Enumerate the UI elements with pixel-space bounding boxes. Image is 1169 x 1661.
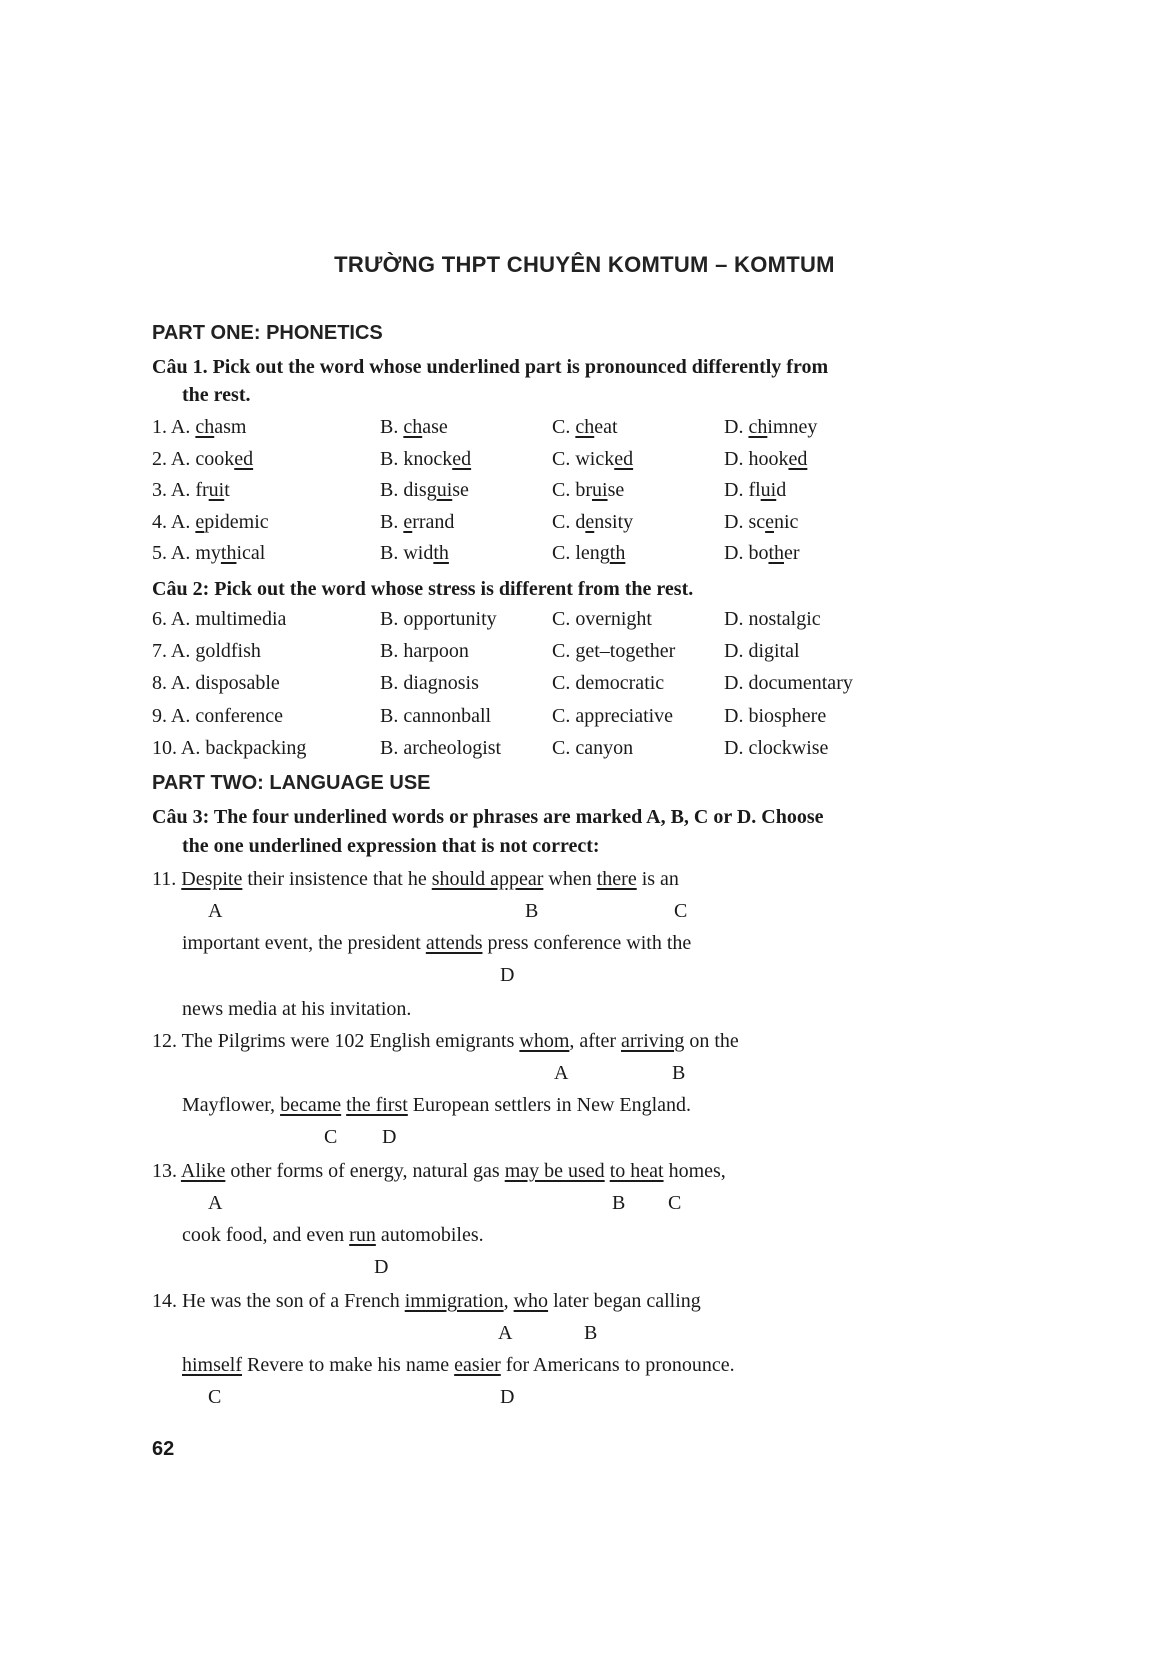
sentence-text: The Pilgrims were 102 English emigrants [181,1030,520,1052]
option-a: 4. A. epidemic [152,510,269,533]
underlined-option-d: easier [454,1354,501,1376]
option-a: 6. A. multimedia [152,608,287,630]
underlined-option-a: Alike [180,1160,226,1182]
sentence-text: cook food, and even [182,1224,350,1246]
underlined-part: ed [614,447,634,470]
sentence-11-line2 [182,932,691,955]
option-b: B. archeologist [380,736,502,759]
question-3-instruction-line2: the one underlined expression that is not correct: [182,835,600,857]
underlined-option-d: run [349,1224,376,1246]
sentence-text: for Americans to pronounce. [500,1354,735,1376]
underlined-part: ui [436,479,453,501]
option-letter-d: D [382,1126,397,1148]
sentence-text: Mayflower, [182,1094,281,1116]
option-b: B. cannonball [380,704,492,727]
underlined-option-c: became [280,1094,342,1116]
underlined-option-c: himself [182,1354,242,1376]
option-d: D. digital [724,640,800,663]
option-a: 3. A. fruit [152,479,230,501]
sentence-text: their insistence that he [242,868,432,890]
phonetics-row [0,511,1169,539]
option-d: D. hooked [724,447,808,470]
phonetics-row [0,448,1169,476]
underlined-part: ch [575,416,595,438]
option-a: 10. A. backpacking [152,736,307,759]
underlined-option-c: there [596,868,637,890]
underlined-part: e [195,510,205,533]
option-letter-d: D [500,1386,515,1408]
option-c: C. length [552,542,626,564]
stress-row [0,705,1169,733]
sentence-14-line2 [182,1354,735,1377]
sentence-text: other forms of energy, natural gas [225,1160,505,1182]
sentence-text: when [543,868,597,890]
option-letter-b: B [525,900,539,922]
underlined-part: th [433,542,449,564]
option-b: B. width [380,542,449,564]
part-two-heading: PART TWO: LANGUAGE USE [152,772,431,794]
school-title: TRƯỜNG THPT CHUYÊN KOMTUM – KOMTUM [334,252,835,277]
sentence-12-line1 [152,1030,739,1053]
option-letter-b: B [584,1322,598,1344]
underlined-part: e [585,510,595,533]
option-b: B. chase [380,416,448,438]
option-c: C. density [552,510,634,533]
sentence-11-line3: news media at his invitation. [182,998,412,1020]
underlined-part: ch [748,416,768,438]
option-letter-a: A [498,1322,513,1344]
underlined-option-d: attends [425,932,483,954]
option-b: B. opportunity [380,608,497,630]
option-letter-d: D [374,1256,389,1278]
underlined-part: th [609,542,626,564]
sentence-text: automobiles. [375,1224,484,1246]
option-d: D. biosphere [724,704,827,727]
underlined-part: ui [760,479,777,501]
underlined-part: th [220,542,237,564]
question-1-instruction-line1: Câu 1. Pick out the word whose underlined part is pronounced differently from [152,356,829,378]
stress-row [0,640,1169,668]
option-b: B. errand [380,510,455,533]
phonetics-row [0,416,1169,444]
option-d: D. bother [724,542,800,564]
option-a: 9. A. conference [152,704,284,727]
option-a: 1. A. chasm [152,416,247,438]
option-c: C. appreciative [552,704,674,727]
option-b: B. knocked [380,447,472,470]
option-letter-a: A [208,900,223,922]
option-letter-c: C [208,1386,222,1408]
sentence-13-line2 [182,1224,484,1247]
sentence-number: 11. [152,868,182,890]
sentence-text: later began calling [548,1290,701,1312]
option-d: D. chimney [724,416,818,438]
option-c: C. overnight [552,608,652,630]
stress-row [0,672,1169,700]
option-c: C. canyon [552,736,634,759]
stress-row [0,737,1169,765]
option-a: 5. A. mythical [152,542,266,564]
option-letter-b: B [612,1192,626,1214]
option-c: C. bruise [552,479,625,501]
underlined-part: th [768,542,785,564]
option-a: 8. A. disposable [152,672,280,695]
option-c: C. cheat [552,416,618,438]
option-d: D. nostalgic [724,608,821,630]
option-c: C. get–together [552,640,676,663]
underlined-option-a: whom [519,1030,570,1052]
phonetics-row [0,479,1169,507]
option-letter-d: D [500,964,515,986]
underlined-option-b: who [513,1290,549,1312]
underlined-part: ed [234,447,254,470]
underlined-option-b: may be used [504,1160,605,1182]
underlined-part: ed [788,447,808,470]
underlined-part: ui [592,479,608,501]
question-2-instruction: Câu 2: Pick out the word whose stress is different from the rest. [152,578,694,600]
underlined-option-b: should appear [431,868,544,890]
option-b: B. disguise [380,479,469,501]
sentence-text: homes, [663,1160,726,1182]
underlined-option-a: Despite [181,868,243,890]
phonetics-row [0,542,1169,570]
sentence-text: He was the son of a French [182,1290,405,1312]
sentence-number: 13. [152,1160,181,1182]
underlined-part: ui [208,479,225,501]
underlined-part: ed [452,447,472,470]
sentence-text: on the [684,1030,739,1052]
option-d: D. fluid [724,479,787,501]
sentence-11-line1 [152,868,679,891]
option-letter-a: A [554,1062,569,1084]
option-letter-c: C [324,1126,338,1148]
sentence-14-line1 [152,1290,701,1313]
question-1-instruction-line2: the rest. [182,384,251,406]
page-number: 62 [152,1438,175,1460]
option-a: 2. A. cooked [152,447,254,470]
sentence-number: 12. [152,1030,182,1052]
part-one-heading: PART ONE: PHONETICS [152,322,383,344]
underlined-part: ch [195,416,215,438]
question-3-instruction-line1: Câu 3: The four underlined words or phrases are marked A, B, C or D. Choose [152,806,824,828]
option-b: B. diagnosis [380,672,479,695]
sentence-text: Revere to make his name [242,1354,455,1376]
sentence-text: important event, the president [182,932,426,954]
option-c: C. democratic [552,672,665,695]
option-d: D. clockwise [724,736,829,759]
underlined-option-b: arriving [621,1030,685,1052]
option-letter-b: B [672,1062,686,1084]
underlined-option-a: immigration [404,1290,504,1312]
underlined-option-d: the first [346,1094,408,1116]
sentence-text: press conference with the [482,932,692,954]
underlined-part: e [403,510,413,533]
option-b: B. harpoon [380,640,469,663]
option-a: 7. A. goldfish [152,640,261,663]
option-d: D. scenic [724,510,799,533]
option-letter-c: C [668,1192,682,1214]
option-letter-a: A [208,1192,223,1214]
option-d: D. documentary [724,672,853,695]
sentence-text: European settlers in New England. [407,1094,692,1116]
option-c: C. wicked [552,447,634,470]
sentence-12-line2 [182,1094,691,1117]
option-letter-c: C [674,900,688,922]
underlined-option-c: to heat [609,1160,664,1182]
sentence-text: , after [569,1030,622,1052]
underlined-part: e [765,510,774,533]
sentence-text: , [503,1290,514,1312]
stress-row [0,608,1169,636]
underlined-part: ch [403,416,423,438]
sentence-number: 14. [152,1290,182,1312]
sentence-text: is an [636,868,679,890]
sentence-13-line1 [152,1160,726,1183]
